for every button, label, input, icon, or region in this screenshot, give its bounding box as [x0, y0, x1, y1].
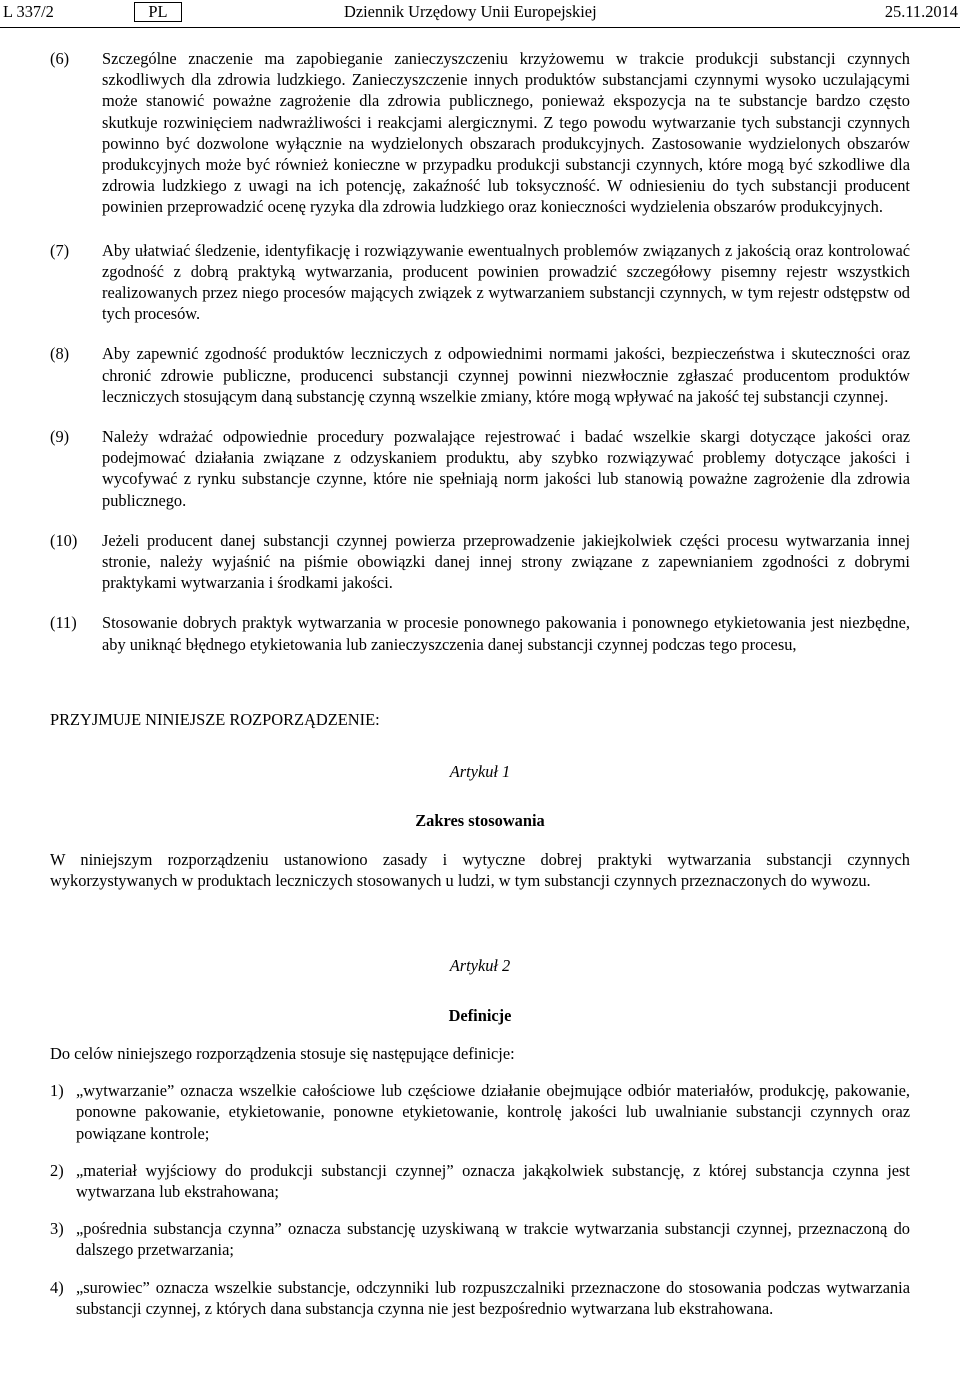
- article-2-intro: Do celów niniejszego rozporządzenia stosuje się następujące definicje:: [50, 1043, 515, 1063]
- recital-number: (10): [50, 530, 78, 550]
- definition-text: „surowiec” oznacza wszelkie substancje, odczynniki lub rozpuszczalniki przeznaczone do stosowania podczas wytwarzania substancji czynnej, z których dana substancja czynna nie jest bezpośrednio wytwarzana lub ekstrahowana.: [76, 1277, 910, 1318]
- recital-8: [50, 343, 910, 407]
- document-body: [50, 48, 910, 1319]
- recital-10: [50, 530, 910, 594]
- recital-text: Szczególne znaczenie ma zapobieganie zanieczyszczeniu krzyżowemu w trakcie produkcji substancji czynnych szkodliwych dla zdrowia ludzkiego. Zanieczyszczenie innych produktów substancjami czynnymi wysoko uczulającymi może stanowić poważne zagrożenie dla zdrowia publicznego, ponieważ ekspozycja na te substancje bardzo często skutkuje rozwinięciem nadwrażliwości i reakcjami alergicznymi. Z tego powodu wytwarzanie tych substancji czynnych powinno być dozwolone wyłącznie na wydzielonych obszarach produkcyjnych. Zastosowanie wydzielonych obszarów produkcyjnych może być również konieczne w przypadku produkcji substancji czynnych, które mogą być szkodliwe dla zdrowia ludzkiego z uwagi na ich potencję, zakaźność lub toksyczność. W odniesieniu do tych substancji producent powinien przeprowadzić ocenę ryzyka dla zdrowia ludzkiego oraz konieczności wydzielenia obszarów produkcyjnych.: [102, 49, 910, 217]
- recital-text: Aby zapewnić zgodność produktów leczniczych z odpowiednimi normami jakości, bezpieczeństwa i skuteczności oraz chronić zdrowie publiczne, producenci substancji czynnej powinni niezwłocznie zgłaszać producentom produktów leczniczych stosującym daną substancję czynną wszelkie zmiany, które mogą wpływać na jakość tej substancji czynnej.: [102, 344, 910, 406]
- definition-3: [50, 1218, 910, 1260]
- article-2-title: Definicje: [448, 1005, 512, 1025]
- definition-1: [50, 1080, 910, 1144]
- recital-text: Jeżeli producent danej substancji czynnej powierza przeprowadzenie jakiejkolwiek części procesu wytwarzania innej stronie, należy wyjaśnić na piśmie obowiązki danej innej strony związane z zapewnianiem zgodności z dobrymi praktykami wytwarzania i środkami jakości.: [102, 530, 910, 593]
- recital-text: Stosowanie dobrych praktyk wytwarzania w procesie ponownego pakowania i ponownego etykietowania jest niezbędne, aby uniknąć błędnego etykietowania lub zanieczyszczenia danej substancji czynnej podczas tego procesu,: [102, 613, 910, 654]
- article-2-number: Artykuł 2: [449, 955, 511, 975]
- publication-date: 25.11.2014: [884, 2, 958, 21]
- definition-text: „wytwarzanie” oznacza wszelkie całościowe lub częściowe działanie obejmujące odbiór materiałów, produkcję, pakowanie, ponowne pakowanie, etykietowanie, ponowne etykietowanie, kontrolę jakości lub uwalnianie substancji czynnych oraz powiązane kontrole;: [76, 1081, 910, 1143]
- definition-4: [50, 1277, 910, 1319]
- article-1-number: Artykuł 1: [449, 761, 511, 781]
- recital-number: (9): [50, 427, 70, 447]
- enacting-formula: PRZYJMUJE NINIEJSZE ROZPORZĄDZENIE:: [50, 709, 380, 729]
- recital-6: [50, 48, 910, 218]
- article-1-title: Zakres stosowania: [415, 810, 545, 830]
- recital-9: [50, 426, 910, 511]
- recital-number: (7): [50, 240, 70, 260]
- recital-number: (11): [50, 613, 77, 633]
- definition-text: „materiał wyjściowy do produkcji substancji czynnej” oznacza jakąkolwiek substancję, z której substancja czynna jest wytwarzana lub ekstrahowana;: [76, 1160, 910, 1201]
- definition-number: 3): [50, 1219, 64, 1239]
- definition-number: 1): [50, 1081, 64, 1101]
- recital-text: Aby ułatwiać śledzenie, identyfikację i rozwiązywanie ewentualnych problemów związanych z jakością oraz kontrolować zgodność z dobrą praktyką wytwarzania, producent powinien prowadzić szczegółowy pisemny rejestr wszystkich realizowanych przez niego procesów mających związek z wytwarzaniem substancji czynnych, w tym rejestr odstępstw od tych procesów.: [102, 240, 910, 324]
- journal-title: Dziennik Urzędowy Unii Europejskiej: [344, 2, 597, 21]
- journal-reference: L 337/2: [3, 2, 54, 21]
- definition-number: 2): [50, 1160, 64, 1180]
- definition-text: „pośrednia substancja czynna” oznacza substancję uzyskiwaną w trakcie wytwarzania substancji czynnej, przeznaczoną do dalszego przetwarzania;: [76, 1219, 910, 1260]
- page-header: [0, 0, 960, 28]
- article-1-text: W niniejszym rozporządzeniu ustanowiono zasady i wytyczne dobrej praktyki wytwarzania substancji czynnych wykorzystywanych w produktach leczniczych stosowanych u ludzi, w tym substancji czynnych przeznaczonych do wywozu.: [50, 849, 910, 891]
- definition-number: 4): [50, 1277, 64, 1297]
- recital-7: [50, 240, 910, 325]
- recital-number: (8): [50, 344, 70, 364]
- recital-number: (6): [50, 49, 70, 68]
- definition-2: [50, 1160, 910, 1202]
- language-badge: PL: [134, 2, 182, 22]
- recital-11: [50, 612, 910, 654]
- recital-text: Należy wdrażać odpowiednie procedury pozwalające rejestrować i badać wszelkie skargi dotyczące jakości oraz podejmować działania związane z odzyskaniem produktu, aby szybko rozwiązywać problemy dotyczące jakości i wycofywać z rynku substancje czynne, które nie spełniają norm jakości lub stanowią poważne zagrożenie dla zdrowia publicznego.: [102, 427, 910, 510]
